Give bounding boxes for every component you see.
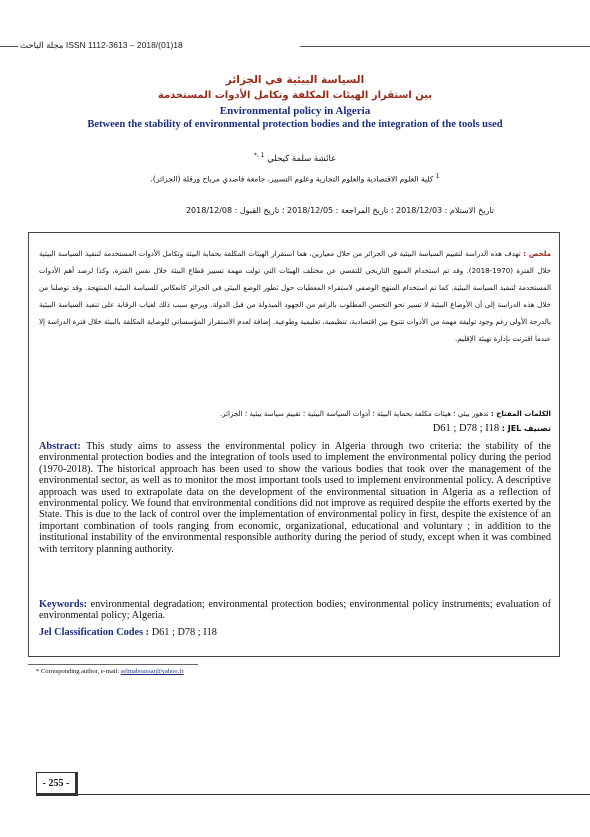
arabic-jel-label: تصنيف JEL : xyxy=(501,424,551,433)
arabic-subtitle: بين استقرار الهيئات المكلفة وتكامل الأدوات المستخدمة xyxy=(157,90,433,101)
english-keywords-label: Keywords: xyxy=(39,599,88,610)
arabic-title: السياسة البيئية في الجزائر xyxy=(225,74,365,86)
arabic-jel-codes: D61 ; D78 ; I18 xyxy=(432,423,500,434)
title-block xyxy=(0,74,590,130)
english-keywords xyxy=(39,599,551,622)
abstract-box xyxy=(28,232,560,657)
english-keywords-text: environmental degradation; environmental protection bodies; environmental policy instruments; evaluation of environmental policy; Algeria. xyxy=(39,599,552,622)
header-rule-left xyxy=(0,46,18,47)
arabic-abstract-label: ملخص : xyxy=(523,249,551,258)
footnote-prefix: * Corresponding author, e-mail: xyxy=(36,668,120,675)
english-jel-codes: D61 ; D78 ; I18 xyxy=(151,627,217,638)
header-rule-right xyxy=(300,46,590,47)
author-name: عائشة سلمة كيحلي xyxy=(267,153,337,164)
page-number: - 255 - xyxy=(36,772,78,796)
journal-reference: مجلة الباحث ISSN 1112-3613 – 2018/(01)18 xyxy=(20,40,183,50)
affiliation-mark: 1 xyxy=(435,173,440,180)
english-jel-label: Jel Classification Codes : xyxy=(39,627,150,638)
arabic-keywords-label: الكلمات المفتاح : xyxy=(490,409,551,418)
running-header xyxy=(0,40,590,52)
arabic-abstract xyxy=(39,245,551,347)
english-title: Environmental policy in Algeria xyxy=(219,105,371,117)
arabic-keywords-text: تدهور بيئي ؛ هيئات مكلفة بحماية البيئة ؛ أدوات السياسة البيئية ؛ تقييم سياسة بيئية ؛ الجزائر. xyxy=(219,409,489,418)
submission-dates: تاريخ الاستلام : 2018/12/03 ؛ تاريخ المراجعة : 2018/12/05 ؛ تاريخ القبول : 2018/12/08 xyxy=(185,206,494,215)
english-abstract-text: This study aims to assess the environmental policy in Algeria through two criteria: the stability of the environmental protection bodies and the integration of tools used to implement the environmental policy during the period (1970-2018). The historical approach has been used to show the various bodies that took over the management of the environmental sector, as well as to monitor the most important tools used to implement environmental policy. A descriptive approach was used to extrapolate data on the development of the environmental situation in Algeria as a reflection of environmental policy. We found that environmental conditions did not improve as required despite the efforts exerted by the State. This is due to the lack of control over the implementation of environmental policy in first, despite the existence of an important combination of tools ranging from economic, organizational, educational and voluntary ; in addition to the institutional instability of the environmental responsible authority during the period of study, except when it was combined with territory planning authority. xyxy=(39,441,551,555)
english-abstract-label: Abstract: xyxy=(39,441,81,452)
english-subtitle: Between the stability of environmental protection bodies and the integration of the tools used xyxy=(87,119,503,130)
affiliation-line xyxy=(0,173,590,184)
author-marks: 1 ،* xyxy=(253,152,265,159)
email-link[interactable]: selmaboussar@yahoo.fr xyxy=(120,668,184,675)
footer-rule xyxy=(78,794,590,795)
arabic-abstract-text: تهدف هذه الدراسة لتقييم السياسة البيئية في الجزائر من خلال معيارين، هما استقرار الهيئات المكلفة بحماية البيئة وتكامل الأدوات المستخدمة لتنفيذ السياسة البيئية خلال الفترة (1970-2018). وقد تم استخدام المنهج التاريخي للتقصي عن مختلف الهيئات التي تولت مهمة تسيير قطاع البيئة خلال نفس الفترة، وكذا لرصد أهم الأدوات المستخدمة لتنفيذ السياسة البيئية. كما تم استخدام المنهج الوصفي لاستقراء المعطيات حول تطور الوضع البيئي في الجزائر كانعكاس للسياسة البيئية المنتهجة. وقد توصلنا من خلال هذه الدراسة إلى أن الأوضاع البيئية لا تسير نحو التحسن المطلوب بالرغم من الجهود المبذولة من قبل الدولة. ويرجع سبب ذلك لغياب الرقابة على تنفيذ السياسة البيئية بالدرجة الأولى رغم وجود توليفة مهمة من الأدوات تتنوع بين اقتصادية، تنظيمية، تعليمية وطوعية. إضافة لعدم الاستقرار المؤسساتي للوصاية المكلفة بالبيئة خلال فترة الدراسة إلا عندما اقترنت بإدارة تهيئة الإقليم. xyxy=(39,249,551,343)
arabic-jel xyxy=(39,423,551,434)
corresponding-author-footnote xyxy=(36,668,184,675)
footnote-rule xyxy=(28,664,198,665)
affiliation-text: كلية العلوم الاقتصادية والعلوم التجارية وعلوم التسيير، جامعة قاصدي مرباح ورقلة (الجزائر)، xyxy=(150,174,434,184)
english-abstract xyxy=(39,441,551,555)
arabic-keywords xyxy=(39,406,551,421)
english-jel xyxy=(39,627,551,638)
author-line xyxy=(0,152,590,164)
